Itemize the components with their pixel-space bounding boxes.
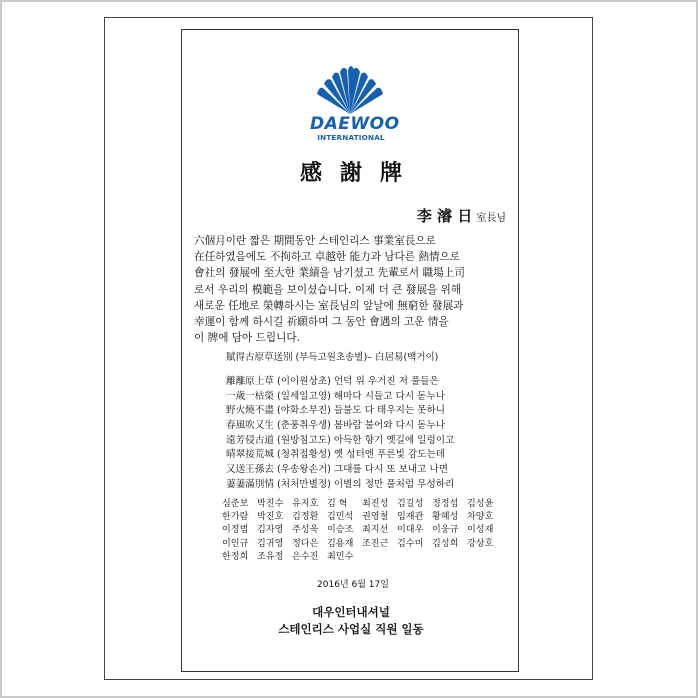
signatory-name: 은수진: [292, 551, 319, 562]
message-line: 在任하였음에도 不拘하고 卓越한 能力과 남다른 熱情으로: [194, 251, 461, 264]
signatory-name: 정정섭: [432, 499, 459, 509]
signatory-name: 권영철: [362, 512, 389, 523]
award-date: 2016년 6월 17일: [317, 580, 389, 590]
signatory-name: 조진근: [362, 538, 389, 549]
signatory-name: 이웅규: [432, 525, 459, 536]
signatory-name: 이인규: [222, 538, 249, 549]
poem-line: 萋萋滿別情 (처처만별정) 이별의 정만 풀처럼 무성하리: [226, 478, 455, 490]
logo-subtitle: INTERNATIONAL: [317, 133, 385, 142]
message-line: 이 牌에 담아 드립니다.: [194, 332, 300, 345]
signatory-name: 김민석: [327, 512, 354, 523]
message-body: [194, 233, 512, 346]
signatory-name: 황혜성: [432, 512, 459, 523]
signatory-name: 김귀영: [257, 538, 284, 549]
signatory-name: 김성희: [432, 538, 459, 549]
message-line: 로서 우리의 模範을 보이셨습니다. 이제 더 큰 發展을 위해: [194, 283, 462, 296]
poem-line: 遠芳侵古道 (원방침고도) 아득한 향기 옛길에 일렁이고: [226, 434, 455, 446]
signatory-name: 김길성: [397, 499, 424, 509]
signatory-name: 김수미: [397, 538, 424, 549]
recipient-rank: 室長님: [476, 213, 506, 224]
from-company: 대우인터내셔널: [312, 605, 390, 619]
signatory-name: 이성재: [467, 525, 494, 536]
signatory-name: 최진성: [362, 499, 389, 509]
signatory-name: 심준보: [222, 499, 249, 509]
appreciation-plaque: [181, 29, 519, 672]
signatory-name: 김정환: [292, 512, 319, 523]
signatory-row: [222, 524, 502, 537]
signatory-row: [222, 538, 502, 551]
poem-line: 一歲一枯榮 (일세일고영) 해마다 시들고 다시 돋누나: [226, 390, 445, 402]
message-line: 幸運이 함께 하시길 祈願하며 그 동안 會遇의 고운 情을: [194, 315, 449, 328]
signatory-row: [222, 498, 502, 511]
message-line: 會社의 發展에 至大한 業績을 남기셨고 先輩로서 職場上司: [194, 267, 465, 280]
signatory-name: 김용재: [327, 538, 354, 549]
signatory-name: 김성윤: [467, 499, 494, 509]
poem-title: 賦得古原草送別 (부득고원초송별)– 白居易(백거이): [226, 352, 439, 363]
signatory-name: 이대우: [397, 525, 424, 536]
signatory-name: 최민수: [327, 551, 354, 562]
signatory-name: 한가람: [222, 512, 249, 523]
signatory-name: 강상호: [467, 538, 494, 549]
signatory-name: 이승조: [327, 525, 354, 536]
logo-wordmark: DAEWOO: [310, 114, 400, 134]
poem: [226, 375, 454, 493]
from-team: 스테인리스 사업실 직원 일동: [278, 622, 424, 636]
signatory-name: 최지선: [362, 525, 389, 536]
plaque-title: 感謝牌: [299, 161, 420, 186]
message-line: 새로운 任地로 榮轉하시는 室長님의 앞날에 無窮한 發展과: [194, 299, 464, 312]
signatory-name: 주성욱: [292, 525, 319, 536]
signatory-name: 임재관: [397, 512, 424, 523]
poem-line: 離離原上草 (이이원상초) 언덕 위 우거진 저 풀들은: [226, 376, 439, 387]
recipient: [417, 205, 506, 226]
signatory-name: 차양호: [467, 512, 494, 523]
signatory-name: 박진호: [257, 512, 284, 523]
signatory-name: 유지호: [292, 499, 319, 509]
signatory-row: [222, 511, 502, 524]
poem-line: 野火燒不盡 (야화소부진) 들불도 다 태우지는 못하니: [226, 405, 445, 417]
recipient-name: 李 濬 日: [416, 207, 473, 225]
signatory-name: 이정범: [222, 525, 249, 536]
signatory-name: 정다은: [292, 538, 319, 549]
poem-line: 又送王孫去 (우송왕손거) 그대를 다시 또 보내고 나면: [226, 464, 449, 476]
poem-line: 春風吹又生 (춘풍취우생) 봄바람 불어와 다시 돋누나: [226, 420, 445, 432]
signatory-name: 김자영: [257, 525, 284, 536]
daewoo-logo: [310, 60, 400, 164]
daewoo-shell-icon: [314, 60, 388, 116]
signatory-name: 김 혁: [327, 499, 348, 509]
signatory-name: 조유정: [257, 551, 284, 562]
signatory-name: 한정희: [222, 551, 249, 562]
message-line: 六個月이란 짧은 期間동안 스테인리스 事業室長으로: [194, 235, 436, 247]
signatory-row: [222, 551, 502, 564]
signatory-name: 박진수: [257, 499, 284, 509]
signatories: [222, 498, 502, 564]
poem-line: 晴翠接荒城 (청취접황성) 옛 성터엔 푸른빛 감도는데: [226, 449, 445, 461]
